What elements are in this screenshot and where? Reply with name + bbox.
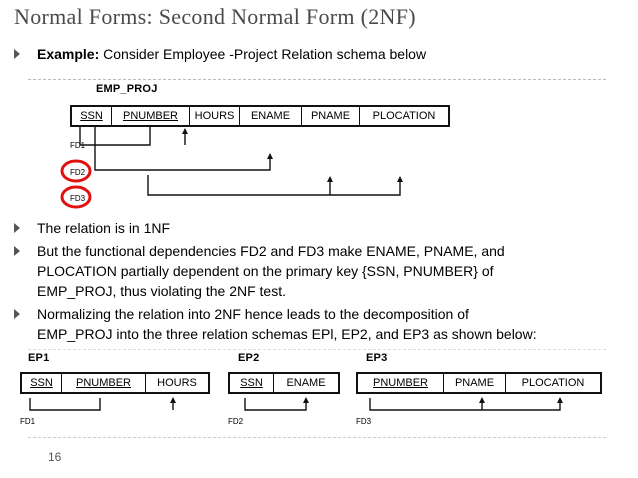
ep1-col-ssn: SSN <box>22 374 62 392</box>
fd3-label: FD3 <box>70 194 86 203</box>
ep2-fd-line <box>245 398 306 410</box>
slide-title: Normal Forms: Second Normal Form (2NF) <box>14 4 416 29</box>
fd3-arrowhead-a <box>327 176 333 182</box>
fd2-arrowhead <box>267 153 273 159</box>
ep2-fd-label: FD2 <box>228 417 244 426</box>
bullet-partial-dependency-2: PLOCATION partially dependent on the primary key {SSN, PNUMBER} of <box>37 263 494 279</box>
ep1-name: EP1 <box>28 352 50 364</box>
fd2-highlight-circle <box>62 161 90 181</box>
ep3-col-plocation: PLOCATION <box>521 377 585 389</box>
ep1-relation <box>20 372 210 394</box>
bullet-arrow-icon <box>14 309 20 319</box>
ep1-fd-label: FD1 <box>20 417 36 426</box>
emp-proj-col-hours: HOURS <box>190 107 240 125</box>
ep2-name: EP2 <box>238 352 260 364</box>
emp-proj-col-ssn: SSN <box>72 107 112 125</box>
bullet-arrow-icon <box>14 246 20 256</box>
fd3-highlight-circle <box>62 187 90 207</box>
bullet-partial-dependency-3: EMP_PROJ, thus violating the 2NF test. <box>37 283 286 299</box>
ep3-col-pnumber: PNUMBER <box>358 374 444 392</box>
ep3-col-pname: PNAME <box>444 374 506 392</box>
emp-proj-col-ename: ENAME <box>240 107 302 125</box>
ep3-relation <box>356 372 602 394</box>
ep3-fd-line <box>370 398 560 410</box>
emp-proj-col-plocation: PLOCATION <box>372 110 436 122</box>
example-text: Consider Employee -Project Relation schema below <box>99 46 427 62</box>
ep3-arrowhead-b <box>557 397 563 403</box>
bullet-1nf: The relation is in 1NF <box>37 220 171 236</box>
ep1-col-pnumber: PNUMBER <box>62 374 146 392</box>
ep1-col-hours: HOURS <box>157 377 197 389</box>
fd2-label: FD2 <box>70 168 86 177</box>
ep2-col-ssn: SSN <box>230 374 274 392</box>
ep3-fd-label: FD3 <box>356 417 372 426</box>
example-lead: Example: <box>37 46 100 62</box>
ep3-arrowhead-a <box>479 397 485 403</box>
ep2-relation <box>228 372 340 394</box>
emp-proj-name: EMP_PROJ <box>96 83 158 95</box>
bullet-arrow-icon <box>14 223 20 233</box>
bullet-normalize-2: EMP_PROJ into the three relation schemas EPl, EP2, and EP3 as shown below: <box>37 326 537 342</box>
bullet-normalize-1: Normalizing the relation into 2NF hence leads to the decomposition of <box>37 306 469 322</box>
fd1-label: FD1 <box>70 141 86 150</box>
ep1-arrowhead <box>170 397 176 403</box>
bullet-partial-dependency-1: But the functional dependencies FD2 and FD3 make ENAME, PNAME, and <box>37 243 505 259</box>
ep1-fd-line <box>30 398 100 410</box>
ep3-name: EP3 <box>366 352 388 364</box>
ep2-arrowhead <box>303 397 309 403</box>
emp-proj-col-pname: PNAME <box>302 107 360 125</box>
ep2-col-ename: ENAME <box>286 377 326 389</box>
fd1-arrowhead <box>182 128 188 134</box>
fd3-arrowhead-b <box>397 176 403 182</box>
fd3-line <box>148 175 400 195</box>
footer-divider <box>28 437 606 438</box>
emp-proj-col-pnumber: PNUMBER <box>112 107 190 125</box>
fd1-line <box>80 127 150 145</box>
divider <box>28 349 606 350</box>
page-number: 16 <box>48 450 62 464</box>
